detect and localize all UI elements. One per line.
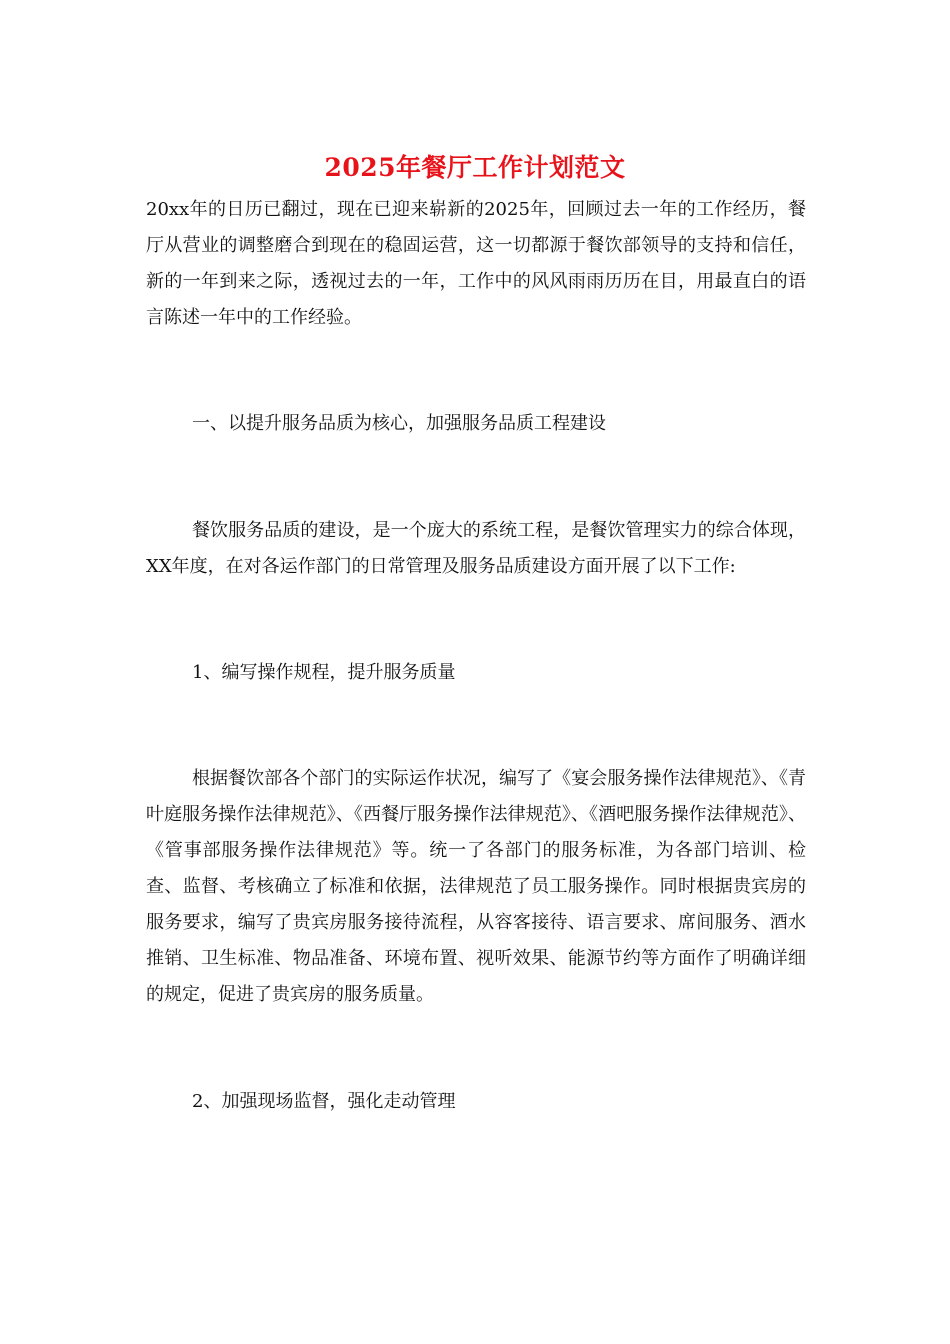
- section1-paragraph: 餐饮服务品质的建设，是一个庞大的系统工程，是餐饮管理实力的综合体现，XX年度，在对各运作部门的日常管理及服务品质建设方面开展了以下工作:: [146, 520, 806, 577]
- item1-paragraph: 根据餐饮部各个部门的实际运作状况，编写了《宴会服务操作法律规范》、《青叶庭服务操作法律规范》、《西餐厅服务操作法律规范》、《酒吧服务操作法律规范》、《管事部服务操作法律规范》等。统一了各部门的服务标准，为各部门培训、检查、监督、考核确立了标准和依据，法律规范了员工服务操作。同时根据贵宾房的服务要求，编写了贵宾房服务接待流程，从容客接待、语言要求、席间服务、酒水推销、卫生标准、物品准备、环境布置、视听效果、能源节约等方面作了明确详细的规定，促进了贵宾房的服务质量。: [146, 768, 806, 1005]
- item1-heading: 1、编写操作规程，提升服务质量: [192, 662, 456, 683]
- intro-paragraph: 20xx年的日历已翻过，现在已迎来崭新的2025年，回顾过去一年的工作经历，餐厅从营业的调整磨合到现在的稳固运营，这一切都源于餐饮部领导的支持和信任，新的一年到来之际，透视过去的一年，工作中的风风雨雨历历在目，用最直白的语言陈述一年中的工作经验。: [146, 199, 806, 328]
- page-title: 2025年餐厅工作计划范文: [324, 153, 626, 182]
- section1-heading: 一、以提升服务品质为核心，加强服务品质工程建设: [192, 413, 606, 434]
- item2-heading: 2、加强现场监督，强化走动管理: [192, 1091, 456, 1112]
